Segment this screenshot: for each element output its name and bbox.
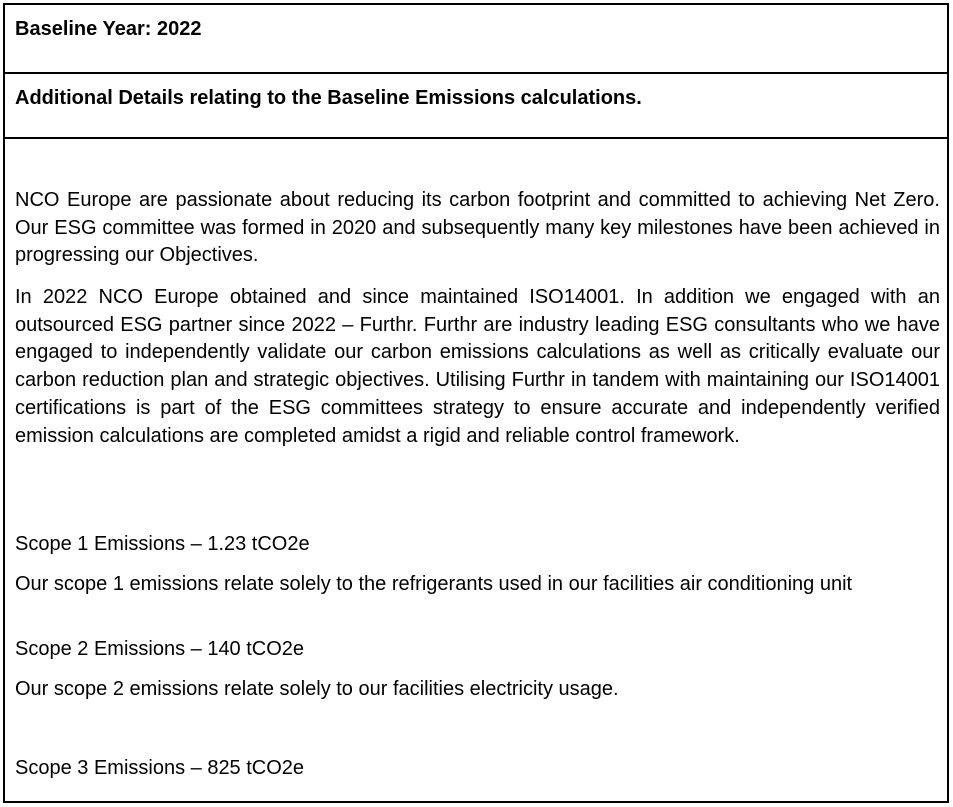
details-body-row: [5, 139, 947, 801]
baseline-year-row: [5, 5, 947, 74]
scope2-text: Our scope 2 emissions relate solely to our facilities electricity usage.: [15, 678, 619, 700]
baseline-year-title: Baseline Year: 2022: [15, 18, 202, 40]
scope2-title: Scope 2 Emissions – 140 tCO2e: [15, 638, 305, 660]
scope1-text: Our scope 1 emissions relate solely to the refrigerants used in our facilities air conditioning unit: [15, 573, 853, 595]
scope3-title: Scope 3 Emissions – 825 tCO2e: [15, 757, 305, 779]
details-heading-row: [5, 74, 947, 139]
baseline-table: [3, 3, 949, 803]
details-heading: Additional Details relating to the Baseline Emissions calculations.: [15, 87, 642, 109]
intro-paragraph: NCO Europe are passionate about reducing its carbon footprint and committed to achieving Net Zero. Our ESG committee was formed in 2020 and subsequently many key milestones have been achieved in progressing our Objectives.: [15, 189, 940, 267]
iso-paragraph: In 2022 NCO Europe obtained and since maintained ISO14001. In addition we engaged with an outsourced ESG partner since 2022 – Furthr. Furthr are industry leading ESG consultants who we have engaged to independently validate our carbon emissions calculations as well as critically evaluate our carbon reduction plan and strategic objectives. Utilising Furthr in tandem with maintaining our ISO14001 certifications is part of the ESG committees strategy to ensure accurate and independently verified emission calculations are completed amidst a rigid and reliable control framework.: [15, 286, 940, 447]
scope1-title: Scope 1 Emissions – 1.23 tCO2e: [15, 533, 310, 555]
